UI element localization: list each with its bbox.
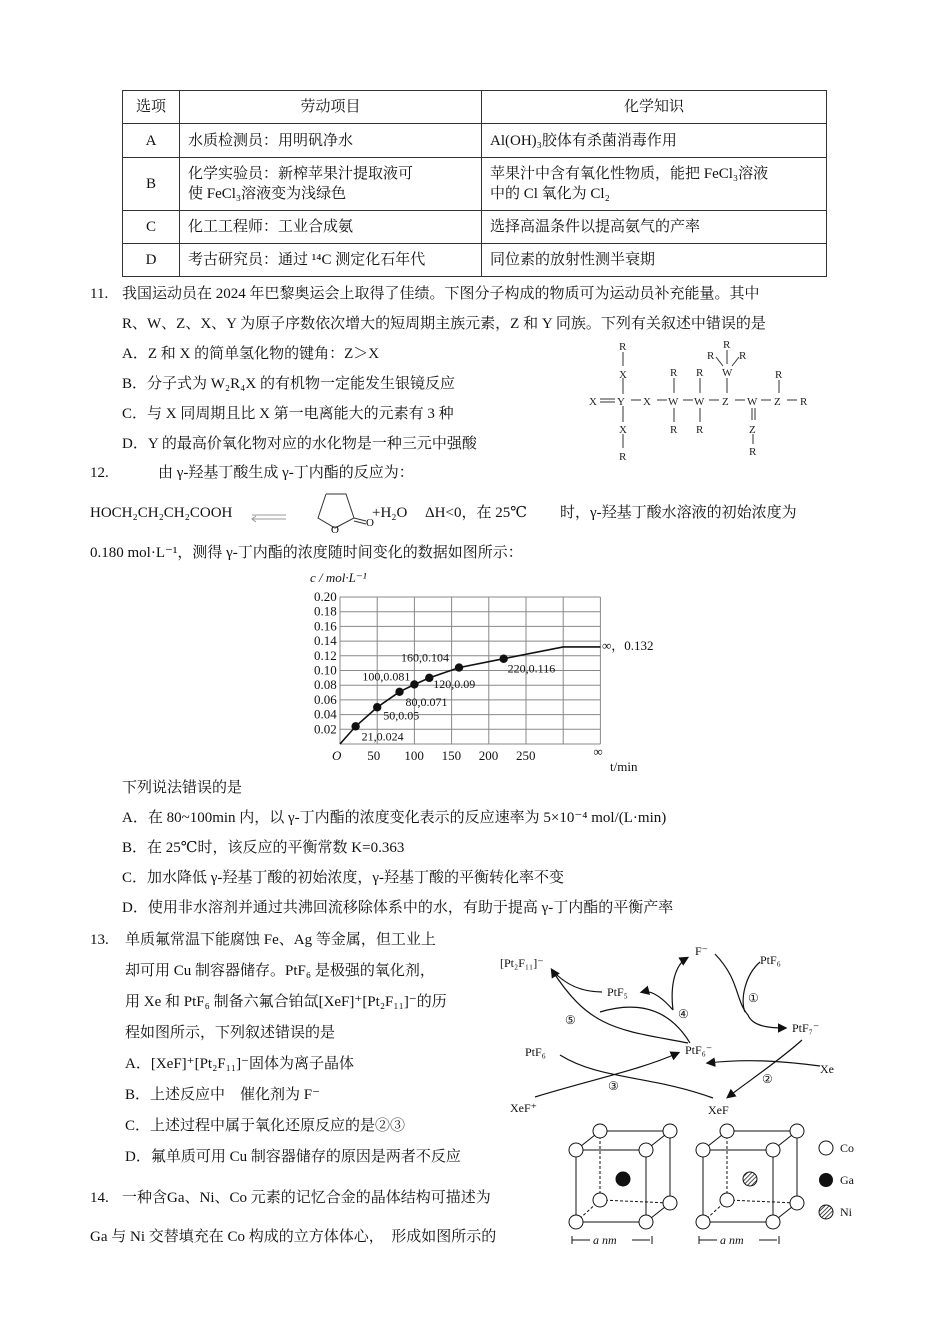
row-labor: 化工工程师：工业合成氨	[180, 211, 482, 244]
ga-atom-icon	[616, 1172, 630, 1186]
q13-stem: 用 Xe 和 PtF₆ 制备六氟合铂氙[XeF]⁺[Pt₂F₁₁]⁻的历	[125, 994, 447, 1010]
q12-stem: 0.180 mol·L⁻¹，测得 γ-丁内酯的浓度随时间变化的数据如图所示：	[90, 545, 523, 561]
cell-ni	[696, 1124, 804, 1229]
svg-text:100,0.081: 100,0.081	[362, 669, 411, 684]
concentration-time-chart	[300, 568, 670, 773]
q13-option-c: C．上述过程中属于氧化还原反应的是②③	[125, 1118, 406, 1134]
table-header-row	[123, 91, 827, 124]
row-option: A	[123, 124, 180, 158]
q11-stem: R、W、Z、X、Y 为原子序数依次增大的短周期主族元素，Z 和 Y 同族。下列有关叙述中错误的是	[122, 316, 766, 332]
row-labor: 考古研究员：通过 ¹⁴C 测定化石年代	[180, 244, 482, 277]
svg-text:R: R	[707, 350, 715, 362]
q12-stem: 由 γ-羟基丁酸生成 γ-丁内酯的反应为：	[158, 465, 414, 481]
species-ptf6-minus: PtF₆⁻	[685, 1043, 713, 1057]
svg-text:O: O	[331, 524, 339, 533]
row-knowledge: Al(OH)₃胶体有杀菌消毒作用	[482, 124, 827, 158]
crystal-structure-diagram	[560, 1118, 865, 1258]
species-xef-plus: XeF⁺	[510, 1101, 537, 1115]
row-knowledge	[482, 158, 827, 211]
q13-stem: 却可用 Cu 制容器储存。PtF₆ 是极强的氧化剂，	[125, 963, 435, 979]
svg-text:R: R	[670, 424, 678, 436]
row-option: C	[123, 211, 180, 244]
cell-ga	[569, 1124, 677, 1229]
dimension-label: a nm	[593, 1233, 617, 1247]
species-xe: Xe	[820, 1062, 834, 1076]
svg-text:X: X	[589, 396, 597, 408]
svg-text:W: W	[694, 396, 705, 408]
q12-number: 12.	[90, 465, 109, 481]
row-labor	[180, 158, 482, 211]
q12-option-a: A．在 80~100min 内，以 γ-丁内酯的浓度变化表示的反应速率为 5×10⁻⁴ mol/(L·min)	[122, 810, 667, 826]
header-option: 选项	[123, 91, 180, 124]
q12-question: 下列说法错误的是	[122, 780, 243, 796]
q13-option-d: D．氟单质可用 Cu 制容器储存的原因是两者不反应	[125, 1149, 461, 1165]
svg-text:0.16: 0.16	[314, 618, 337, 634]
svg-text:120,0.09: 120,0.09	[433, 676, 476, 691]
q12-delta-h: ΔH<0，在 25℃	[425, 505, 527, 521]
row-option: D	[123, 244, 180, 277]
table-row	[123, 244, 827, 277]
row-option: B	[123, 158, 180, 211]
svg-text:Z: Z	[749, 424, 756, 436]
row-labor: 水质检测员：用明矾净水	[180, 124, 482, 158]
svg-text:50: 50	[367, 748, 381, 763]
q11-stem: 我国运动员在 2024 年巴黎奥运会上取得了佳绩。下图分子构成的物质可为运动员补充能量。其中	[122, 286, 760, 302]
legend-co: Co	[840, 1141, 855, 1155]
reversible-arrow-icon	[250, 506, 290, 526]
svg-text:R: R	[739, 350, 747, 362]
svg-text:Z: Z	[774, 396, 781, 408]
header-labor: 劳动项目	[180, 91, 482, 124]
legend-ni: Ni	[840, 1205, 852, 1219]
svg-text:0.02: 0.02	[314, 721, 337, 737]
q14-number: 14.	[90, 1190, 109, 1206]
q13-number: 13.	[90, 932, 109, 948]
row-labor-line: 化学实验员：新榨苹果汁提取液可	[188, 166, 414, 182]
svg-text:R: R	[775, 369, 783, 381]
species-ptf7-minus: PtF₇⁻	[792, 1021, 820, 1035]
svg-text:150: 150	[441, 748, 462, 763]
svg-text:X: X	[619, 369, 627, 381]
butyrolactone-structure	[308, 488, 378, 533]
svg-text:0.20: 0.20	[314, 589, 337, 604]
q12-equation-tail: 时，γ-羟基丁酸水溶液的初始浓度为	[560, 505, 797, 521]
dimension-label: a nm	[720, 1233, 744, 1247]
svg-text:0.10: 0.10	[314, 662, 337, 678]
svg-text:Y: Y	[617, 396, 625, 408]
step-3: ③	[608, 1079, 619, 1093]
q14-stem: 一种含Ga、Ni、Co 元素的记忆合金的晶体结构可描述为	[122, 1190, 491, 1206]
header-knowledge: 化学知识	[482, 91, 827, 124]
svg-text:100: 100	[404, 748, 424, 763]
svg-text:R: R	[696, 424, 704, 436]
ga-legend-icon	[819, 1173, 833, 1187]
svg-text:0.06: 0.06	[314, 691, 337, 707]
svg-text:R: R	[696, 367, 704, 379]
q11-option-d: D．Y 的最高价氧化物对应的水化物是一种三元中强酸	[122, 436, 477, 452]
row-knowledge-line: 中的 Cl 氧化为 Cl₂	[490, 186, 610, 202]
svg-text:∞: ∞	[593, 744, 603, 759]
table-row	[123, 124, 827, 158]
row-knowledge: 同位素的放射性测半衰期	[482, 244, 827, 277]
table-row	[123, 158, 827, 211]
table-row	[123, 211, 827, 244]
q12-equation-product: +H₂O	[372, 505, 408, 521]
svg-text:Z: Z	[722, 396, 729, 408]
q12-option-c: C．加水降低 γ-羟基丁酸的初始浓度，γ-羟基丁酸的平衡转化率不变	[122, 870, 565, 886]
svg-text:X: X	[643, 396, 651, 408]
svg-text:R: R	[800, 396, 808, 408]
svg-text:R: R	[619, 451, 627, 463]
svg-text:50,0.05: 50,0.05	[383, 708, 420, 723]
species-ptf5: PtF₅	[607, 985, 628, 999]
q11-number: 11.	[90, 286, 109, 302]
svg-text:220,0.116: 220,0.116	[507, 661, 556, 676]
labor-knowledge-table	[122, 90, 827, 277]
svg-text:21,0.024: 21,0.024	[361, 729, 404, 744]
species-f-minus: F⁻	[695, 944, 709, 958]
svg-text:0.04: 0.04	[314, 706, 337, 722]
species-xef: XeF	[708, 1103, 729, 1117]
species-ptf6-left: PtF₆	[525, 1045, 546, 1059]
svg-text:160,0.104: 160,0.104	[401, 650, 450, 665]
species-ptf6-top: PtF₆	[760, 953, 781, 967]
q11-option-c: C．与 X 同周期且比 X 第一电离能大的元素有 3 种	[122, 406, 454, 422]
molecule-structure-diagram	[585, 338, 815, 463]
q12-option-d: D．使用非水溶剂并通过共沸回流移除体系中的水，有助于提高 γ-丁内酯的平衡产率	[122, 900, 674, 916]
q12-equation-reactant: HOCH₂CH₂CH₂COOH	[90, 505, 233, 521]
chart-limit-label: ∞，0.132	[602, 638, 654, 653]
q13-stem: 程如图所示，下列叙述错误的是	[125, 1025, 336, 1041]
svg-text:R: R	[619, 341, 627, 353]
step-2: ②	[762, 1072, 773, 1086]
q13-stem: 单质氟常温下能腐蚀 Fe、Ag 等金属，但工业上	[125, 932, 436, 948]
svg-text:R: R	[749, 446, 757, 458]
svg-text:250: 250	[516, 748, 536, 763]
svg-text:80,0.071: 80,0.071	[405, 694, 448, 709]
chart-xlabel: t/min	[610, 759, 638, 773]
svg-text:200: 200	[478, 748, 499, 763]
q12-option-b: B．在 25℃时，该反应的平衡常数 K=0.363	[122, 840, 405, 856]
svg-text:X: X	[619, 424, 627, 436]
step-4: ④	[678, 1007, 689, 1021]
svg-text:R: R	[723, 339, 731, 351]
row-knowledge: 选择高温条件以提高氨气的产率	[482, 211, 827, 244]
step-1: ①	[748, 991, 759, 1005]
q13-option-b: B．上述反应中 催化剂为 F⁻	[125, 1087, 321, 1103]
svg-text:R: R	[670, 367, 678, 379]
svg-text:0.12: 0.12	[314, 647, 337, 663]
svg-text:W: W	[722, 367, 733, 379]
row-knowledge-line: 苹果汁中含有氧化性物质，能把 FeCl₃溶液	[490, 166, 769, 182]
ni-atom-icon	[743, 1172, 757, 1186]
row-labor-line: 使 FeCl₃溶液变为浅绿色	[188, 186, 347, 202]
step-5: ⑤	[565, 1013, 576, 1027]
svg-text:O: O	[332, 748, 342, 763]
svg-text:0.14: 0.14	[314, 633, 337, 649]
q14-stem: Ga 与 Ni 交替填充在 Co 构成的立方体体心， 形成如图所示的	[90, 1229, 497, 1245]
chart-ylabel: c / mol·L⁻¹	[310, 570, 367, 585]
svg-text:O: O	[366, 517, 374, 529]
ni-legend-icon	[819, 1205, 833, 1219]
svg-text:W: W	[668, 396, 679, 408]
svg-text:W: W	[747, 396, 758, 408]
species-pt2f11: [Pt₂F₁₁]⁻	[500, 956, 544, 970]
q11-option-a: A．Z 和 X 的简单氢化物的键角：Z＞X	[122, 346, 380, 362]
q13-option-a: A．[XeF]⁺[Pt₂F₁₁]⁻固体为离子晶体	[125, 1056, 355, 1072]
reaction-mechanism-diagram	[490, 940, 850, 1120]
q11-option-b: B．分子式为 W₂R₄X 的有机物一定能发生银镜反应	[122, 376, 455, 392]
legend-ga: Ga	[840, 1173, 854, 1187]
svg-text:0.18: 0.18	[314, 603, 337, 619]
co-legend-icon	[819, 1141, 833, 1155]
svg-text:0.08: 0.08	[314, 677, 337, 693]
